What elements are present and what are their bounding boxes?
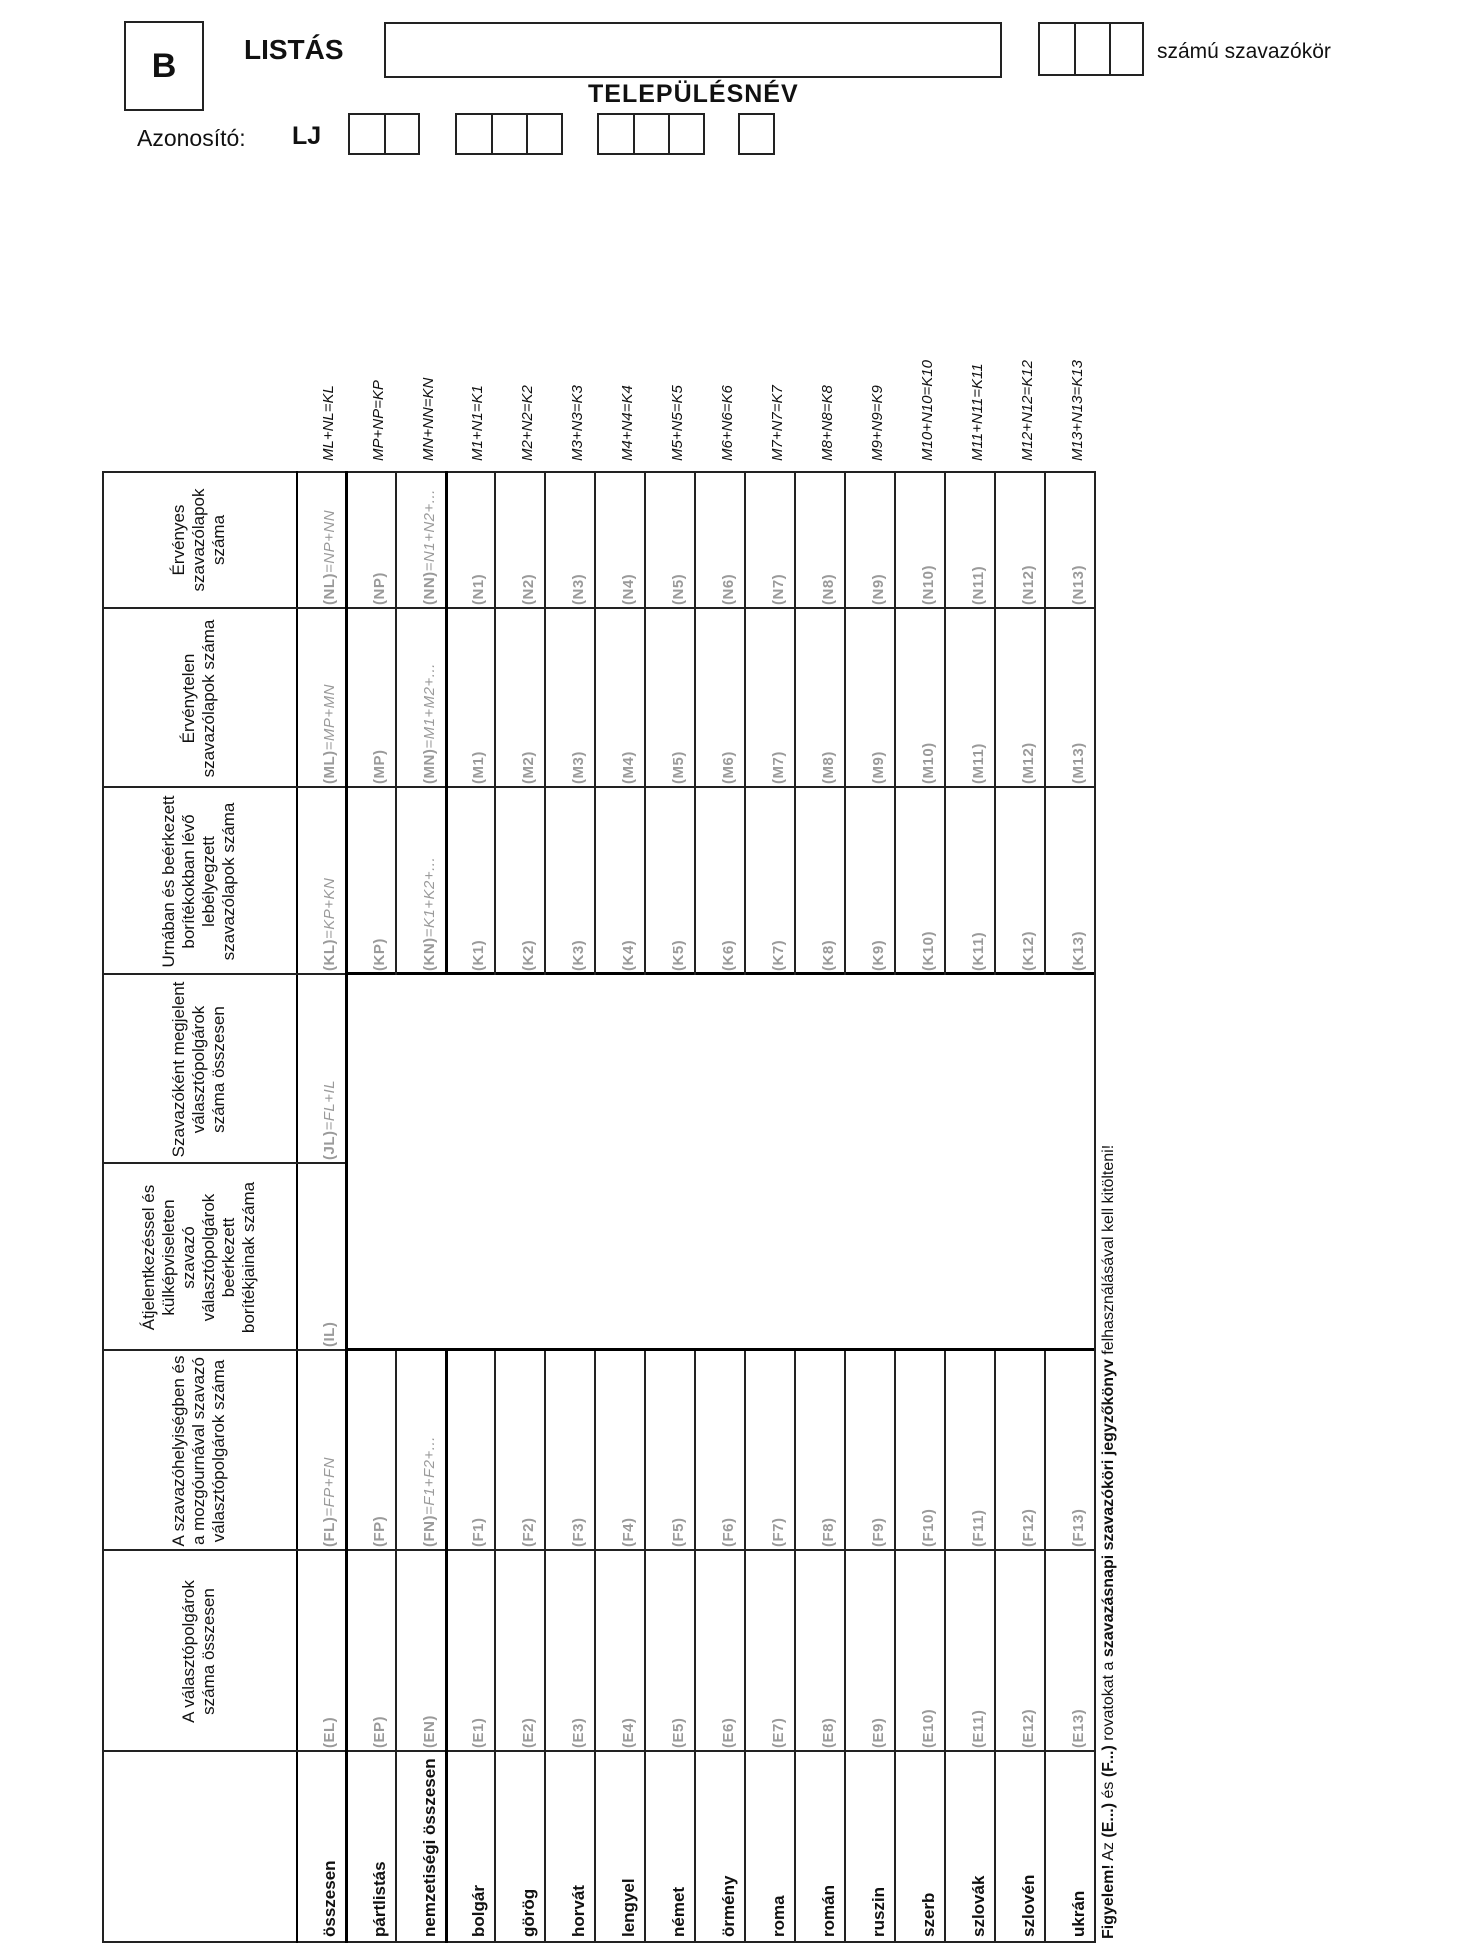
cell-E[interactable]: [694, 1551, 744, 1752]
row-label: román: [819, 1885, 838, 1937]
cell-K[interactable]: [544, 788, 594, 975]
cell-N[interactable]: [544, 471, 594, 609]
row-label: szlovák: [969, 1875, 988, 1937]
cell-code: (KP): [371, 938, 388, 971]
cell-code: (K11): [970, 931, 987, 971]
cell-formula: =M1+M2+...: [421, 663, 438, 749]
row-label: pártlistás: [370, 1861, 389, 1937]
cell-code: (E11): [970, 1709, 987, 1748]
cell-code: (E8): [820, 1717, 837, 1748]
cell-E[interactable]: [395, 1551, 445, 1752]
row-label: horvát: [569, 1885, 588, 1937]
cell-E[interactable]: [494, 1551, 544, 1752]
cell-F[interactable]: [296, 1351, 345, 1551]
cell-F[interactable]: [894, 1351, 944, 1551]
cell-F[interactable]: [944, 1351, 994, 1551]
cell-code: (F8): [820, 1517, 837, 1547]
cell-code: (N11): [970, 565, 987, 605]
cell-E[interactable]: [644, 1551, 694, 1752]
cell-code: (E9): [870, 1717, 887, 1748]
cell-E[interactable]: [445, 1551, 494, 1752]
cell-code: (E6): [720, 1717, 737, 1748]
cell-code: (KN): [421, 937, 438, 971]
cell-N[interactable]: [395, 471, 445, 609]
cell-M[interactable]: [494, 609, 544, 788]
cell-N[interactable]: [445, 471, 494, 609]
row-label: német: [669, 1886, 688, 1937]
cell-M[interactable]: [844, 609, 894, 788]
cell-M[interactable]: [296, 609, 345, 788]
cell-N[interactable]: [644, 471, 694, 609]
cell-code: (N9): [870, 573, 887, 605]
cell-J[interactable]: [296, 975, 345, 1164]
check-equation: MP+NP=KP: [370, 380, 387, 461]
cell-N[interactable]: [844, 471, 894, 609]
cell-F[interactable]: [345, 1351, 395, 1551]
footer-note-part: szavazásnapi szavazóköri jegyzőkönyv: [1100, 1359, 1117, 1658]
cell-code: (E2): [520, 1717, 537, 1748]
cell-code: (N8): [820, 573, 837, 605]
cell-code: (K3): [570, 939, 587, 971]
table-border: [102, 471, 104, 1943]
cell-F[interactable]: [644, 1351, 694, 1551]
cell-F[interactable]: [744, 1351, 794, 1551]
cell-code: (MP): [371, 749, 388, 784]
cell-E[interactable]: [844, 1551, 894, 1752]
cell-M[interactable]: [345, 609, 395, 788]
cell-F[interactable]: [694, 1351, 744, 1551]
cell-K[interactable]: [494, 788, 544, 975]
cell-E[interactable]: [994, 1551, 1044, 1752]
row-label: görög: [519, 1888, 538, 1937]
footer-note-part: és: [1100, 1777, 1117, 1803]
cell-code: (M10): [920, 742, 937, 784]
column-header-E: A választópolgárok száma összesen: [179, 1580, 218, 1723]
district-suffix-label: számú szavazókör: [1157, 40, 1331, 63]
cell-code: (N2): [520, 573, 537, 605]
cell-code: (N12): [1020, 564, 1037, 605]
cell-I[interactable]: [296, 1164, 345, 1351]
check-equation: M11+N11=K11: [969, 363, 986, 461]
cell-N[interactable]: [594, 471, 644, 609]
cell-K[interactable]: [694, 788, 744, 975]
cell-N[interactable]: [694, 471, 744, 609]
cell-code: (E13): [1070, 1708, 1087, 1748]
cell-K[interactable]: [644, 788, 694, 975]
cell-code: (K9): [870, 939, 887, 971]
row-label: ukrán: [1069, 1890, 1088, 1937]
row-label: lengyel: [619, 1878, 638, 1937]
blank-area-border: [345, 975, 348, 1351]
cell-F[interactable]: [794, 1351, 844, 1551]
cell-E[interactable]: [544, 1551, 594, 1752]
form-letter: B: [151, 46, 177, 85]
cell-code: (E5): [670, 1717, 687, 1748]
check-equation: M13+N13=K13: [1069, 360, 1086, 461]
cell-code: (M7): [770, 751, 787, 784]
cell-code: (F10): [920, 1508, 937, 1547]
cell-code: (NN): [421, 571, 438, 605]
cell-formula: =K1+K2+...: [421, 856, 438, 938]
cell-code: (EP): [371, 1716, 388, 1748]
table-border: [1094, 471, 1096, 1943]
cell-code: (N5): [670, 573, 687, 605]
cell-formula: =NP+NN: [321, 509, 338, 573]
cell-N[interactable]: [944, 471, 994, 609]
cell-code: (M13): [1070, 742, 1087, 784]
check-equation: M10+N10=K10: [919, 360, 936, 461]
check-equation: MN+NN=KN: [420, 377, 437, 461]
cell-E[interactable]: [296, 1551, 345, 1752]
cell-code: (K4): [620, 939, 637, 971]
cell-code: (KL): [321, 939, 338, 971]
check-equation: M7+N7=K7: [769, 385, 786, 461]
check-equation: M4+N4=K4: [619, 385, 636, 461]
check-equation: M8+N8=K8: [819, 385, 836, 461]
cell-K[interactable]: [794, 788, 844, 975]
cell-formula: =F1+F2+...: [421, 1436, 438, 1515]
id-field-3[interactable]: [597, 113, 705, 155]
id-field-4[interactable]: [738, 113, 775, 155]
cell-code: (N4): [620, 573, 637, 605]
cell-F[interactable]: [594, 1351, 644, 1551]
footer-note-part: felhasználásával kell kitölteni!: [1100, 1144, 1117, 1360]
cell-code: (FL): [321, 1516, 338, 1547]
column-header-I: Átjelentkezéssel és külképviseleten szavazó választópolgárok beérkezett borítékjainak száma: [139, 1181, 258, 1334]
footer-note-part: Az: [1100, 1837, 1117, 1865]
check-equation: M3+N3=K3: [569, 385, 586, 461]
cell-code: (K8): [820, 939, 837, 971]
footer-note-part: Figyelem!: [1100, 1864, 1117, 1939]
cell-code: (N7): [770, 573, 787, 605]
cell-formula: =MP+MN: [321, 683, 338, 751]
cell-code: (IL): [321, 1321, 338, 1347]
footer-note-part: (F...): [1100, 1745, 1117, 1778]
cell-K[interactable]: [844, 788, 894, 975]
cell-N[interactable]: [894, 471, 944, 609]
cell-M[interactable]: [544, 609, 594, 788]
cell-N[interactable]: [794, 471, 844, 609]
cell-E[interactable]: [594, 1551, 644, 1752]
column-header-J: Szavazóként megjelent választópolgárok száma összesen: [169, 981, 228, 1158]
cell-code: (K12): [1020, 930, 1037, 971]
cell-K[interactable]: [744, 788, 794, 975]
cell-code: (F6): [720, 1517, 737, 1547]
cell-E[interactable]: [1044, 1551, 1094, 1752]
id-field-1[interactable]: [348, 113, 420, 155]
cell-formula: =FP+FN: [321, 1456, 338, 1517]
place-name-field[interactable]: [384, 22, 1002, 78]
cell-code: (F13): [1070, 1508, 1087, 1547]
column-header-M: Érvénytelen szavazólapok száma: [179, 619, 218, 778]
column-header-N: Érvényes szavazólapok száma: [169, 488, 228, 592]
cell-K[interactable]: [944, 788, 994, 975]
cell-code: (N10): [920, 564, 937, 605]
cell-code: (F2): [520, 1517, 537, 1547]
cell-formula: =FL+IL: [321, 1079, 338, 1131]
row-label: bolgár: [469, 1885, 488, 1937]
cell-code: (E10): [920, 1708, 937, 1748]
cell-code: (E4): [620, 1717, 637, 1748]
cell-N[interactable]: [345, 471, 395, 609]
cell-N[interactable]: [494, 471, 544, 609]
cell-M[interactable]: [594, 609, 644, 788]
cell-E[interactable]: [944, 1551, 994, 1752]
check-equation: M9+N9=K9: [869, 385, 886, 461]
cell-code: (N3): [570, 573, 587, 605]
cell-F[interactable]: [844, 1351, 894, 1551]
cell-code: (EN): [421, 1715, 438, 1748]
cell-M[interactable]: [1044, 609, 1094, 788]
district-number-field[interactable]: [1038, 22, 1144, 76]
cell-K[interactable]: [395, 788, 445, 975]
cell-code: (M9): [870, 751, 887, 784]
cell-code: (K13): [1070, 930, 1087, 971]
cell-M[interactable]: [994, 609, 1044, 788]
cell-F[interactable]: [445, 1351, 494, 1551]
cell-code: (M2): [520, 751, 537, 784]
cell-M[interactable]: [694, 609, 744, 788]
cell-code: (M4): [620, 751, 637, 784]
cell-N[interactable]: [994, 471, 1044, 609]
row-label: roma: [769, 1895, 788, 1937]
cell-code: (F11): [970, 1509, 987, 1547]
column-header-K: Urnában és beérkezett borítékokban lévő lebélyegzett szavazólapok száma: [159, 795, 238, 968]
cell-code: (FP): [371, 1515, 388, 1547]
cell-code: (F12): [1020, 1508, 1037, 1547]
cell-F[interactable]: [1044, 1351, 1094, 1551]
cell-code: (K6): [720, 939, 737, 971]
cell-code: (M5): [670, 751, 687, 784]
cell-code: (K7): [770, 939, 787, 971]
check-equation: M2+N2=K2: [519, 385, 536, 461]
row-label: örmény: [719, 1875, 738, 1937]
cell-K[interactable]: [994, 788, 1044, 975]
cell-K[interactable]: [594, 788, 644, 975]
cell-code: (ML): [321, 750, 338, 784]
check-equation: ML+NL=KL: [320, 385, 337, 461]
cell-code: (NP): [371, 572, 388, 605]
cell-F[interactable]: [494, 1351, 544, 1551]
cell-code: (M12): [1020, 742, 1037, 784]
cell-K[interactable]: [345, 788, 395, 975]
cell-code: (M3): [570, 751, 587, 784]
id-prefix: LJ: [292, 122, 322, 150]
footer-note-part: rovatokat a: [1100, 1657, 1117, 1746]
cell-M[interactable]: [794, 609, 844, 788]
cell-code: (M8): [820, 751, 837, 784]
cell-M[interactable]: [445, 609, 494, 788]
cell-M[interactable]: [944, 609, 994, 788]
row-label: nemzetiségi összesen: [420, 1758, 439, 1937]
form-letter-box: [124, 21, 204, 111]
cell-F[interactable]: [994, 1351, 1044, 1551]
row-label: összesen: [320, 1860, 339, 1937]
cell-M[interactable]: [644, 609, 694, 788]
cell-K[interactable]: [894, 788, 944, 975]
column-header-F: A szavazóhelyiségben és a mozgóurnával szavazó választópolgárok száma: [169, 1355, 228, 1547]
check-equation: M6+N6=K6: [719, 385, 736, 461]
cell-code: (NL): [321, 573, 338, 605]
cell-code: (N1): [470, 573, 487, 605]
cell-E[interactable]: [744, 1551, 794, 1752]
cell-N[interactable]: [296, 471, 345, 609]
cell-code: (E1): [470, 1717, 487, 1748]
row-label: szlovén: [1019, 1874, 1038, 1937]
cell-code: (K10): [920, 930, 937, 971]
place-name-caption: TELEPÜLÉSNÉV: [588, 80, 799, 108]
cell-E[interactable]: [345, 1551, 395, 1752]
cell-code: (N13): [1070, 564, 1087, 605]
footer-note-part: (E...): [1100, 1802, 1117, 1838]
id-field-2[interactable]: [455, 113, 563, 155]
check-equation: M1+N1=K1: [469, 385, 486, 461]
cell-code: (F1): [470, 1517, 487, 1547]
cell-E[interactable]: [894, 1551, 944, 1752]
list-type-label: LISTÁS: [244, 34, 344, 65]
row-label: ruszin: [869, 1886, 888, 1937]
cell-K[interactable]: [445, 788, 494, 975]
cell-code: (E12): [1020, 1708, 1037, 1748]
cell-F[interactable]: [544, 1351, 594, 1551]
cell-formula: =N1+N2+...: [421, 489, 438, 572]
cell-code: (F9): [870, 1517, 887, 1547]
table-grid: [102, 360, 1320, 1943]
cell-code: (F5): [670, 1517, 687, 1547]
cell-code: (M6): [720, 751, 737, 784]
cell-K[interactable]: [1044, 788, 1094, 975]
cell-N[interactable]: [744, 471, 794, 609]
cell-M[interactable]: [744, 609, 794, 788]
cell-F[interactable]: [395, 1351, 445, 1551]
cell-K[interactable]: [296, 788, 345, 975]
cell-N[interactable]: [1044, 471, 1094, 609]
cell-E[interactable]: [794, 1551, 844, 1752]
footer-note: [1100, 1145, 1118, 1939]
results-table: [102, 360, 1320, 1943]
cell-code: (M11): [970, 743, 987, 784]
cell-code: (K1): [470, 939, 487, 971]
cell-formula: =KP+KN: [321, 877, 338, 939]
cell-code: (N6): [720, 573, 737, 605]
check-equation: M5+N5=K5: [669, 385, 686, 461]
row-label: szerb: [919, 1892, 938, 1937]
cell-code: (EL): [321, 1716, 338, 1748]
cell-code: (F3): [570, 1517, 587, 1547]
cell-code: (E3): [570, 1717, 587, 1748]
id-label: Azonosító:: [137, 125, 246, 151]
cell-M[interactable]: [395, 609, 445, 788]
cell-M[interactable]: [894, 609, 944, 788]
cell-code: (E7): [770, 1717, 787, 1748]
check-equation: M12+N12=K12: [1019, 360, 1036, 461]
cell-code: (JL): [321, 1130, 338, 1160]
cell-code: (MN): [421, 748, 438, 784]
cell-code: (M1): [470, 751, 487, 784]
cell-code: (F7): [770, 1517, 787, 1547]
cell-code: (K5): [670, 939, 687, 971]
cell-code: (FN): [421, 1515, 438, 1547]
cell-code: (K2): [520, 939, 537, 971]
cell-code: (F4): [620, 1517, 637, 1547]
